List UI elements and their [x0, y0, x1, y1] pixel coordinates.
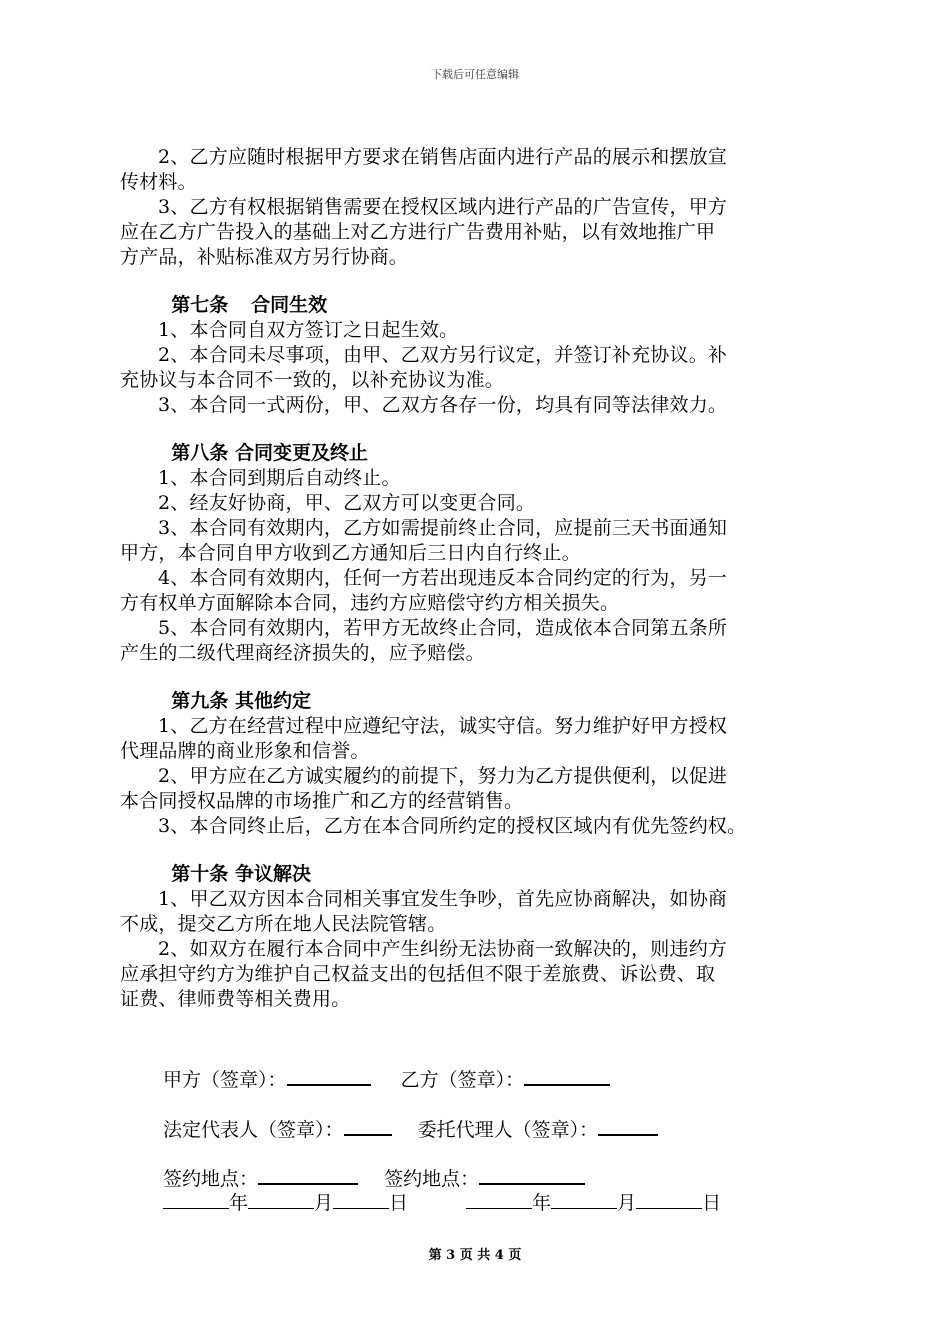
month-1-blank[interactable]	[248, 1190, 314, 1209]
clause-line: 5、本合同有效期内，若甲方无故终止合同，造成依本合同第五条所	[158, 617, 728, 639]
year-1-blank[interactable]	[163, 1190, 229, 1209]
section-title: 合同生效	[251, 294, 328, 316]
section-number: 第七条	[171, 294, 229, 316]
year-label: 年	[229, 1192, 249, 1214]
clause-line: 充协议与本合同不一致的，以补充协议为准。	[120, 369, 505, 391]
clause-line: 1、本合同自双方签订之日起生效。	[158, 319, 459, 341]
section-heading-9	[120, 689, 840, 714]
clause-line: 不成，提交乙方所在地人民法院管辖。	[120, 913, 447, 935]
section-title: 其他约定	[234, 690, 311, 712]
signature-row-parties	[163, 1066, 610, 1092]
section-title: 合同变更及终止	[234, 442, 368, 464]
clause-line: 本合同授权品牌的市场推广和乙方的经营销售。	[120, 790, 524, 812]
section-number: 第九条	[171, 690, 229, 712]
signature-row-representatives	[163, 1116, 658, 1142]
paragraph-line: 2、乙方应随时根据甲方要求在销售店面内进行产品的展示和摆放宣	[158, 146, 728, 168]
clause-line: 方有权单方面解除本合同，违约方应赔偿守约方相关损失。	[120, 592, 620, 614]
clause-line: 证费、律师费等相关费用。	[120, 988, 351, 1010]
clause-line: 2、如双方在履行本合同中产生纠纷无法协商一致解决的，则违约方	[158, 938, 728, 960]
clause-line: 2、经友好协商，甲、乙双方可以变更合同。	[158, 492, 536, 514]
clause-line: 产生的二级代理商经济损失的，应予赔偿。	[120, 642, 485, 664]
section-heading-10	[120, 862, 840, 887]
paragraph-line: 传材料。	[120, 171, 197, 193]
section-title: 争议解决	[234, 863, 311, 885]
legal-rep-label: 法定代表人（签章）：	[163, 1119, 344, 1141]
legal-rep-signature-line[interactable]	[344, 1116, 392, 1136]
place-2-label: 签约地点：	[384, 1168, 480, 1190]
year-2-blank[interactable]	[466, 1190, 532, 1209]
day-label: 日	[389, 1192, 409, 1214]
page-header: 下载后可任意编辑	[431, 68, 519, 81]
party-a-signature-line[interactable]	[287, 1066, 371, 1086]
clause-line: 应承担守约方为维护自己权益支出的包括但不限于差旅费、诉讼费、取	[120, 963, 716, 985]
clause-line: 3、本合同有效期内，乙方如需提前终止合同，应提前三天书面通知	[158, 517, 728, 539]
clause-line: 1、甲乙双方因本合同相关事宜发生争吵，首先应协商解决，如协商	[158, 888, 728, 910]
agent-signature-line[interactable]	[598, 1116, 658, 1136]
place-1-label: 签约地点：	[163, 1168, 259, 1190]
section-heading-7	[120, 293, 840, 318]
clause-line: 代理品牌的商业形象和信誉。	[120, 740, 370, 762]
clause-line: 3、本合同一式两份，甲、乙双方各存一份，均具有同等法律效力。	[158, 394, 728, 416]
paragraph-line: 应在乙方广告投入的基础上对乙方进行广告费用补贴，以有效地推广甲	[120, 221, 716, 243]
clause-line: 1、本合同到期后自动终止。	[158, 467, 401, 489]
paragraph-line: 方产品，补贴标准双方另行协商。	[120, 246, 409, 268]
month-2-blank[interactable]	[551, 1190, 617, 1209]
month-label: 月	[314, 1192, 334, 1214]
clause-line: 4、本合同有效期内，任何一方若出现违反本合同约定的行为，另一	[158, 567, 728, 589]
section-number: 第八条	[171, 442, 229, 464]
agent-label: 委托代理人（签章）：	[417, 1119, 599, 1141]
paragraph-line: 3、乙方有权根据销售需要在授权区域内进行产品的广告宣传，甲方	[158, 196, 728, 218]
party-b-signature-line[interactable]	[524, 1066, 610, 1086]
party-b-label: 乙方（签章）：	[400, 1069, 525, 1091]
year-label: 年	[532, 1192, 552, 1214]
place-1-line[interactable]	[258, 1165, 358, 1185]
clause-line: 3、本合同终止后，乙方在本合同所约定的授权区域内有优先签约权。	[158, 815, 747, 837]
day-1-blank[interactable]	[333, 1190, 389, 1209]
day-2-blank[interactable]	[636, 1190, 702, 1209]
party-a-label: 甲方（签章）：	[163, 1069, 287, 1091]
place-2-line[interactable]	[479, 1165, 585, 1185]
section-heading-8	[120, 441, 840, 466]
page-footer: 第 3 页 共 4 页	[428, 1248, 522, 1263]
section-number: 第十条	[171, 863, 229, 885]
contract-body	[120, 145, 840, 1012]
signature-row-places	[163, 1165, 585, 1191]
clause-line: 2、本合同未尽事项，由甲、乙双方另行议定，并签订补充协议。补	[158, 344, 728, 366]
month-label: 月	[617, 1192, 637, 1214]
signature-row-dates	[163, 1190, 721, 1215]
clause-line: 2、甲方应在乙方诚实履约的前提下，努力为乙方提供便利，以促进	[158, 765, 728, 787]
day-label: 日	[702, 1192, 722, 1214]
clause-line: 甲方，本合同自甲方收到乙方通知后三日内自行终止。	[120, 542, 581, 564]
clause-line: 1、乙方在经营过程中应遵纪守法，诚实守信。努力维护好甲方授权	[158, 715, 728, 737]
